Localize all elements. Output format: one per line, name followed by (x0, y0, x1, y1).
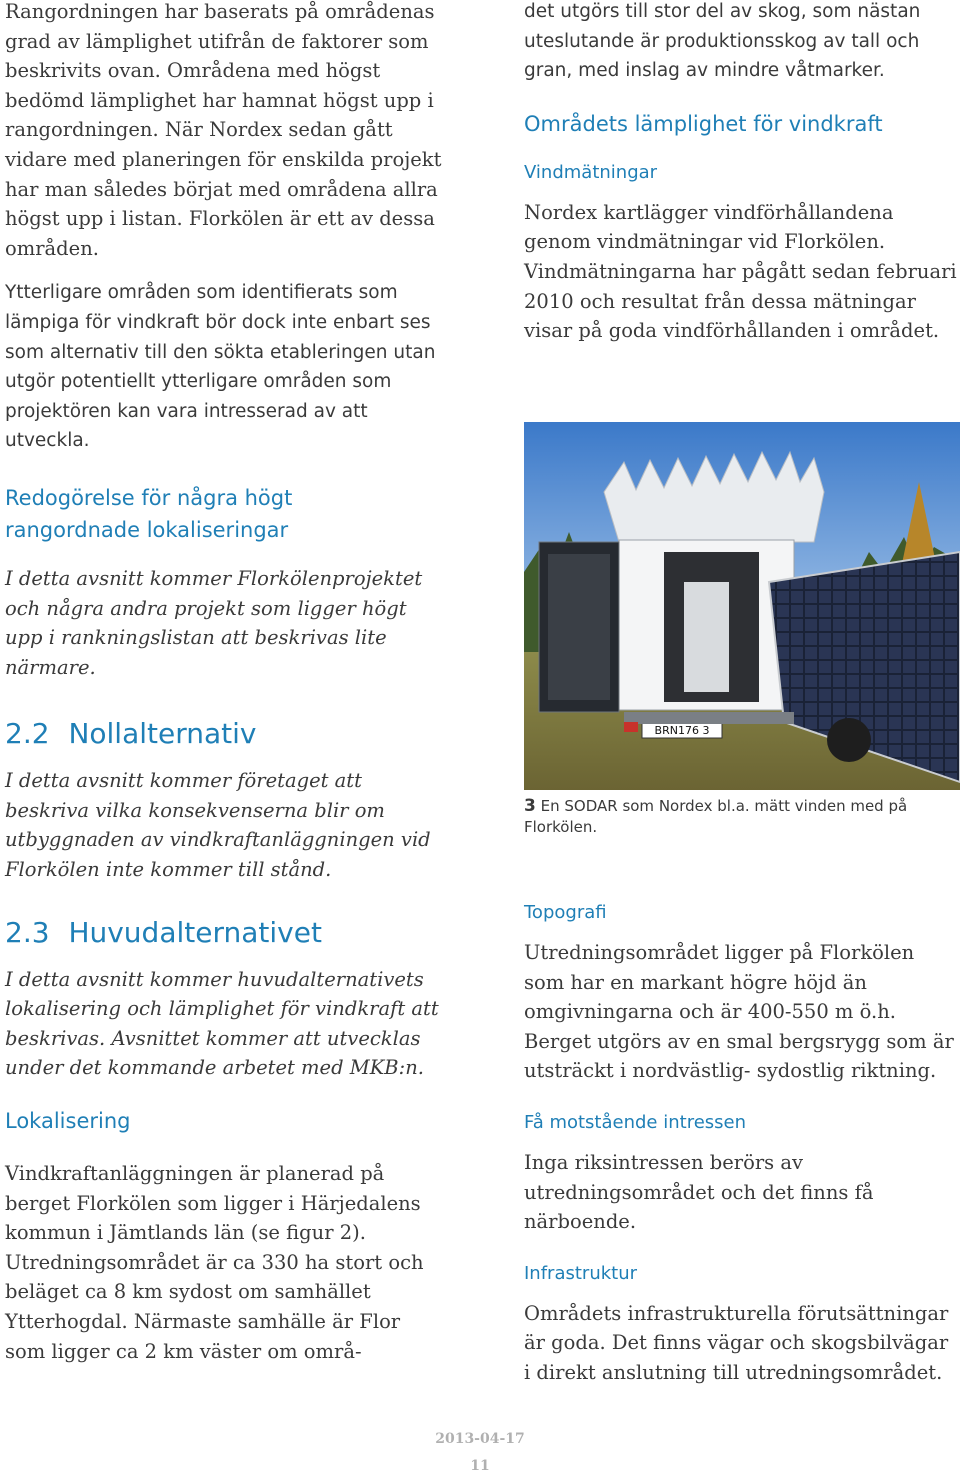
heading-lamplighet: Områdets lämplighet för vindkraft (524, 111, 883, 136)
paragraph-skog: det utgörs till stor del av skog, som nästan uteslutande är produktionsskog av tall och gran, med inslag av mindre våtmarker. (524, 1, 921, 82)
photo-caption (524, 796, 960, 838)
license-plate-text: BRN176 3 (654, 724, 710, 737)
left-column (5, 0, 445, 1366)
paragraph-lokalisering: Vindkraftanläggningen är planerad på berget Florkölen som ligger i Härjedalens kommun i Jämtlands län (se figur 2). Utredningsområdet är ca 330 ha stort och beläget ca 8 km sydost om samhället Ytterhogdal. Närmaste samhälle är Flor som ligger ca 2 km väster om områ- (5, 1162, 424, 1363)
heading-redogorelse (5, 482, 445, 546)
section-number-2-2: 2.2 (5, 717, 50, 751)
paragraph-motstaende-intressen: Inga riksintressen berörs av utredningsområdet och det finns få närboende. (524, 1150, 874, 1234)
heading-lokalisering: Lokalisering (5, 1109, 131, 1134)
sodar-photo (524, 422, 960, 790)
heading-infrastruktur: Infrastruktur (524, 1262, 638, 1284)
footer-date: 2013-04-17 (435, 1431, 525, 1447)
paragraph-infrastruktur: Områdets infrastrukturella förutsättningar är goda. Det finns vägar och skogsbilvägar i direkt anslutning till utredningsområdet. (524, 1301, 949, 1384)
heading-vindmatningar: Vindmätningar (524, 161, 658, 183)
paragraph-huvudalternativet: I detta avsnitt kommer huvudalternativets lokalisering och lämplighet för vindkraft att beskrivas. Avsnittet kommer att utvecklas under det kommande arbetet med MKB:n. (5, 967, 439, 1080)
trailer-frame (624, 712, 794, 724)
caption-figure-number: 3 (524, 796, 536, 816)
heading-section-2-3 (5, 915, 445, 951)
paragraph-ytterligare: Ytterligare områden som identifierats som lämpiga för vindkraft bör dock inte enbart ses som alternativ till den sökta etableringen utan utgör potentiellt ytterligare områden som projektören kan vara intresserad av att utveckla. (5, 282, 436, 452)
trailer-wheel (827, 718, 871, 762)
caption-text: En SODAR som Nordex bl.a. mätt vinden med på Florkölen. (524, 797, 908, 836)
heading-section-2-2 (5, 716, 445, 752)
section-number-2-3: 2.3 (5, 915, 50, 949)
paragraph-nollalternativ: I detta avsnitt kommer företaget att beskriva vilka konsekvenserna blir om utbyggnaden av vindkraftanläggningen vid Florkölen inte kommer till stånd. (5, 769, 431, 882)
sodar-unit (684, 582, 729, 692)
paragraph-florkolenprojektet: I detta avsnitt kommer Florkölenprojektet och några andra projekt som ligger högt upp i rankningslistan att beskrivas lite närmare. (5, 566, 423, 679)
right-column-top (524, 0, 960, 346)
heading-topografi: Topografi (524, 902, 607, 923)
paragraph-vindmatningar: Nordex kartlägger vindförhållandena genom vindmätningar vid Florkölen. Vindmätningarna har pågått sedan februari 2010 och resultat från dessa mätningar visar på goda vindförhållanden i området. (524, 200, 957, 343)
heading-motstaende-intressen: Få motstående intressen (524, 1111, 747, 1133)
heading-redogorelse-line1: Redogörelse för några högt (5, 485, 293, 510)
paragraph-rangordning: Rangordningen har baserats på områdenas grad av lämplighet utifrån de faktorer som beskrivits ovan. Områdena med högst bedömd lämplighet har hamnat högst upp i rangordningen. När Nordex sedan gått vidare med planeringen för enskilda projekt har man således börjat med områdena allra högst upp i listan. Florkölen är ett av dessa områden. (5, 0, 442, 260)
section-title-nollalternativ: Nollalternativ (68, 717, 257, 751)
paragraph-topografi: Utredningsområdet ligger på Florkölen som har en markant högre höjd än omgivningarna och är 400-550 m ö.h. Berget utgörs av en smal bergsrygg som är utsträckt i nordvästlig- sydostlig riktning. (524, 941, 954, 1083)
footer-page-number: 11 (470, 1458, 490, 1474)
heading-redogorelse-line2: rangordnade lokaliseringar (5, 517, 289, 542)
right-column-bottom (524, 900, 960, 1388)
sodar-photo-illustration (524, 422, 960, 790)
section-title-huvudalternativet: Huvudalternativet (68, 915, 322, 949)
trailer-door-panel (548, 554, 610, 700)
tail-light (624, 722, 638, 732)
